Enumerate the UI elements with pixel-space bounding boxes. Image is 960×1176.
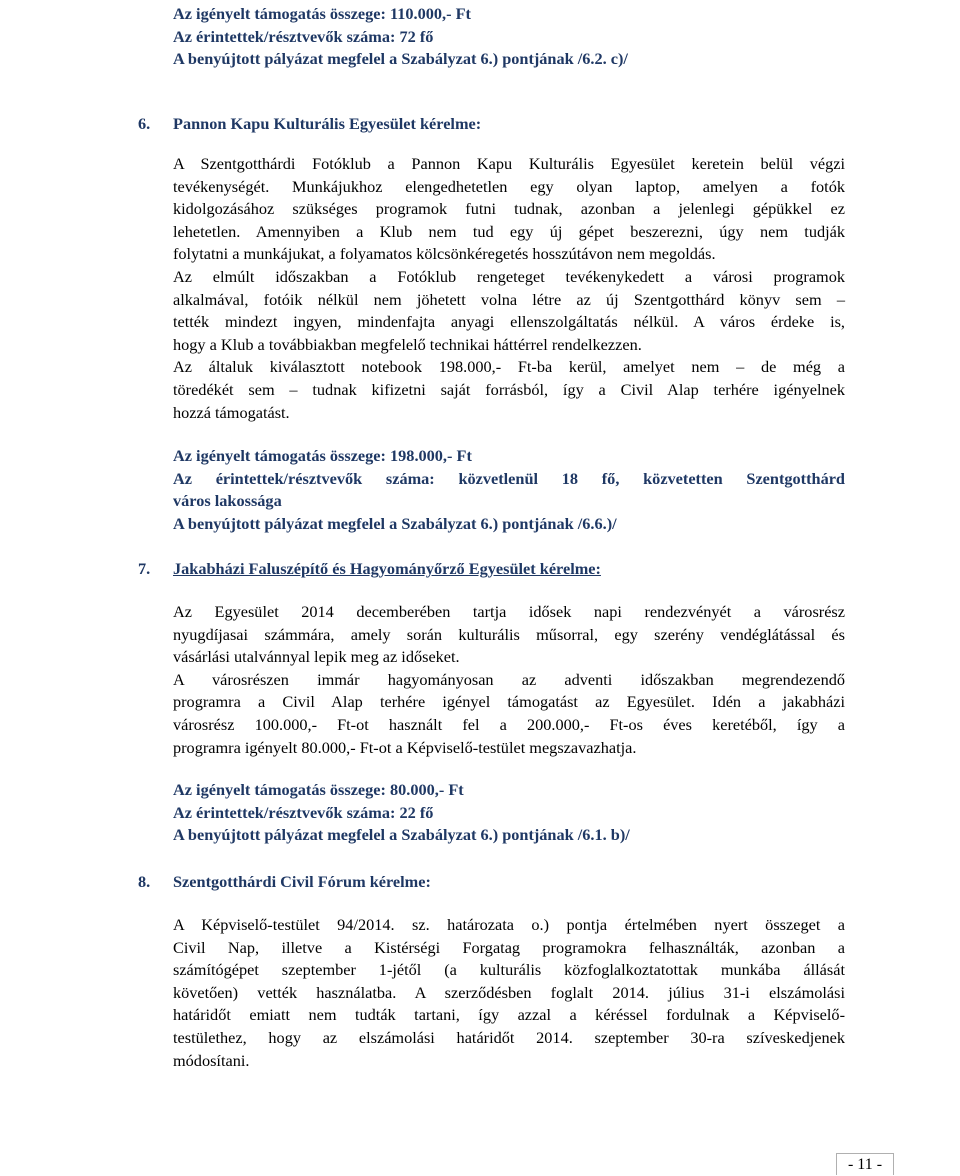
- participants-count: Az érintettek/résztvevők száma: 22 fő: [173, 802, 434, 822]
- section-title: Szentgotthárdi Civil Fórum kérelme:: [173, 872, 431, 891]
- paragraph-line: kidolgozásához szükséges programok futni tudnak, azonban a jelenlegi gépükkel ez: [173, 199, 845, 219]
- section-6-heading: [138, 113, 482, 136]
- page-number: - 11 -: [836, 1153, 894, 1175]
- requested-amount: Az igényelt támogatás összege: 110.000,- Ft: [173, 4, 471, 23]
- paragraph-line: tevékenységét. Munkájukhoz elengedhetetlen egy olyan laptop, amelyen a fotók: [173, 176, 845, 196]
- paragraph-line: számítógépet szeptember 1-jétől (a kulturális közfoglalkoztatottak munkába állását: [173, 960, 845, 980]
- participants-count: Az érintettek/résztvevők száma: közvetlenül 18 fő, közvetetten Szentgotthárd: [173, 468, 845, 488]
- paragraph-line: folytatni a munkájukat, a folyamatos kölcsönkéregetés hosszútávon nem megoldás.: [173, 244, 716, 264]
- paragraph-line: Az általuk kiválasztott notebook 198.000,- Ft-ba kerül, amelyet nem – de még a: [173, 357, 845, 377]
- section-title: Pannon Kapu Kulturális Egyesület kérelme:: [173, 114, 482, 133]
- compliance-statement: A benyújtott pályázat megfelel a Szabályzat 6.) pontjának /6.6.)/: [173, 513, 617, 533]
- summary-block-6: [173, 445, 845, 535]
- requested-amount: Az igényelt támogatás összege: 80.000,- Ft: [173, 780, 464, 799]
- compliance-statement: A benyújtott pályázat megfelel a Szabályzat 6.) pontjának /6.1. b)/: [173, 825, 630, 845]
- section-8-body: [173, 914, 845, 1072]
- compliance-statement: A benyújtott pályázat megfelel a Szabályzat 6.) pontjának /6.2. c)/: [173, 49, 628, 69]
- paragraph-line: A városrészen immár hagyományosan az adventi időszakban megrendezendő: [173, 669, 845, 689]
- paragraph-line: vásárlási utalvánnyal lepik meg az időseket.: [173, 647, 460, 667]
- paragraph-line: módosítani.: [173, 1050, 250, 1070]
- paragraph-line: alkalmával, fotóik nélkül nem jöhetett volna létre az új Szentgotthárd könyv sem –: [173, 289, 845, 309]
- section-7-body: [173, 601, 845, 759]
- paragraph-line: nyugdíjasai számmára, amely során kulturális műsorral, egy szerény vendéglátással és: [173, 624, 845, 644]
- section-number: 7.: [138, 559, 151, 578]
- paragraph-line: töredékét sem – tudnak kifizetni saját forrásból, így a Civil Alap terhére igényelnek: [173, 379, 845, 399]
- paragraph-line: programra a Civil Alap terhére igényel támogatást az Egyesület. Idén a jakabházi: [173, 692, 845, 712]
- paragraph-line: tették mindezt ingyen, mindenfajta anyagi ellenszolgáltatás nélkül. A város érdeke is,: [173, 312, 845, 332]
- summary-block-7: [173, 779, 845, 847]
- paragraph-line: hozzá támogatást.: [173, 402, 290, 422]
- paragraph-line: programra igényelt 80.000,- Ft-ot a Képviselő-testület megszavazhatja.: [173, 737, 637, 757]
- paragraph-line: hogy a Klub a továbbiakban megfelelő technikai háttérrel rendelkezzen.: [173, 334, 642, 354]
- paragraph-line: Civil Nap, illetve a Kistérségi Forgatag programokra felhasználták, azonban a: [173, 937, 845, 957]
- paragraph-line: testülethez, hogy az elszámolási határidőt 2014. szeptember 30-ra szíveskedjenek: [173, 1027, 845, 1047]
- participants-count-cont: város lakossága: [173, 491, 282, 511]
- section-number: 8.: [138, 872, 151, 891]
- section-8-heading: [138, 871, 431, 894]
- summary-block-top: [173, 3, 628, 71]
- paragraph-line: határidőt emiatt nem tudták tartani, így azzal a kéréssel fordulnak a Képviselő-: [173, 1005, 845, 1025]
- paragraph-line: Az Egyesület 2014 decemberében tartja idősek napi rendezvényét a városrész: [173, 602, 845, 621]
- paragraph-line: Az elmúlt időszakban a Fotóklub rengeteget tevékenykedett a városi programok: [173, 266, 845, 286]
- paragraph-line: A Képviselő-testület 94/2014. sz. határozata o.) pontja értelmében nyert összeget a: [173, 915, 845, 934]
- section-6-body: [173, 153, 845, 424]
- paragraph-line: lehetetlen. Amennyiben a Klub nem tud egy új gépet beszerezni, úgy nem tudják: [173, 221, 845, 241]
- paragraph-line: városrész 100.000,- Ft-ot használt fel a 200.000,- Ft-os éves keretéből, így a: [173, 714, 845, 734]
- section-7-heading: [138, 558, 601, 581]
- section-number: 6.: [138, 114, 151, 133]
- section-title: Jakabházi Faluszépítő és Hagyományőrző Egyesület kérelme:: [173, 559, 601, 578]
- paragraph-line: A Szentgotthárdi Fotóklub a Pannon Kapu Kulturális Egyesület keretein belül végzi: [173, 154, 845, 173]
- requested-amount: Az igényelt támogatás összege: 198.000,- Ft: [173, 446, 472, 465]
- paragraph-line: követően) vették használatba. A szerződésben foglalt 2014. július 31-i elszámolási: [173, 982, 845, 1002]
- participants-count: Az érintettek/résztvevők száma: 72 fő: [173, 26, 434, 46]
